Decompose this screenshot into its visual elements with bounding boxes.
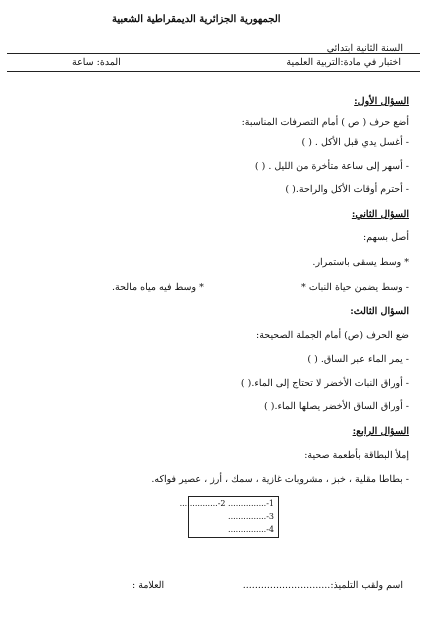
q2-title: السؤال الثاني: bbox=[351, 209, 409, 220]
answer-blank[interactable]: 4-............... bbox=[228, 525, 274, 534]
exam-subject: اختبار في مادة:التربية العلمية bbox=[286, 57, 401, 68]
answer-blank[interactable]: 1-............... 2-............... bbox=[179, 499, 274, 508]
answer-card bbox=[179, 496, 279, 538]
q1-item: - أسهر إلى ساعة متأخرة من الليل . ( ) bbox=[254, 161, 409, 172]
q3-item: - يمر الماء عبر الساق. ( ) bbox=[307, 354, 409, 365]
student-name-field[interactable]: اسم ولقب التلميذ:............................. bbox=[242, 580, 403, 591]
q3-item: - أوراق الساق الأخضر يصلها الماء.( ) bbox=[264, 401, 409, 412]
q3-title: السؤال الثالث: bbox=[350, 306, 409, 317]
header-divider-bottom bbox=[7, 71, 420, 72]
answer-blank[interactable]: 3-............... bbox=[228, 512, 274, 521]
grade-label: السنة الثانية ابتدائي bbox=[326, 43, 403, 54]
q2-instruction: أصل بسهم: bbox=[363, 232, 409, 243]
q1-item: - أغسل يدي قبل الأكل . ( ) bbox=[301, 137, 409, 148]
q4-title: السؤال الرابع: bbox=[352, 426, 409, 437]
q1-item: - أحترم أوقات الأكل والراحة.( ) bbox=[285, 184, 409, 195]
q1-title: السؤال الأول: bbox=[354, 96, 409, 107]
exam-duration: المدة: ساعة bbox=[72, 57, 121, 68]
grade-field: العلامة : bbox=[132, 580, 165, 591]
q4-word-list: - بطاطا مقلية ، خبز ، مشروبات غازية ، سمك ، أرز ، عصير فواكه. bbox=[151, 474, 409, 485]
q3-instruction: ضع الحرف (ص) أمام الجملة الصحيحة: bbox=[256, 330, 409, 341]
q2-item: * وسط فيه مياه مالحة. bbox=[112, 282, 204, 293]
q1-instruction: أضع حرف ( ص ) أمام التصرفات المناسبة: bbox=[241, 117, 409, 128]
q2-item: - وسط يضمن حياة النبات * bbox=[301, 282, 409, 293]
republic-heading: الجمهورية الجزائرية الديمقراطية الشعبية bbox=[112, 14, 281, 25]
q2-item: * وسط يسقى باستمرار. bbox=[312, 257, 409, 268]
q4-instruction: إملأ البطاقة بأطعمة صحية: bbox=[304, 450, 409, 461]
q3-item: - أوراق النبات الأخضر لا تحتاج إلى الماء.( ) bbox=[240, 378, 409, 389]
header-divider-top bbox=[7, 53, 420, 54]
